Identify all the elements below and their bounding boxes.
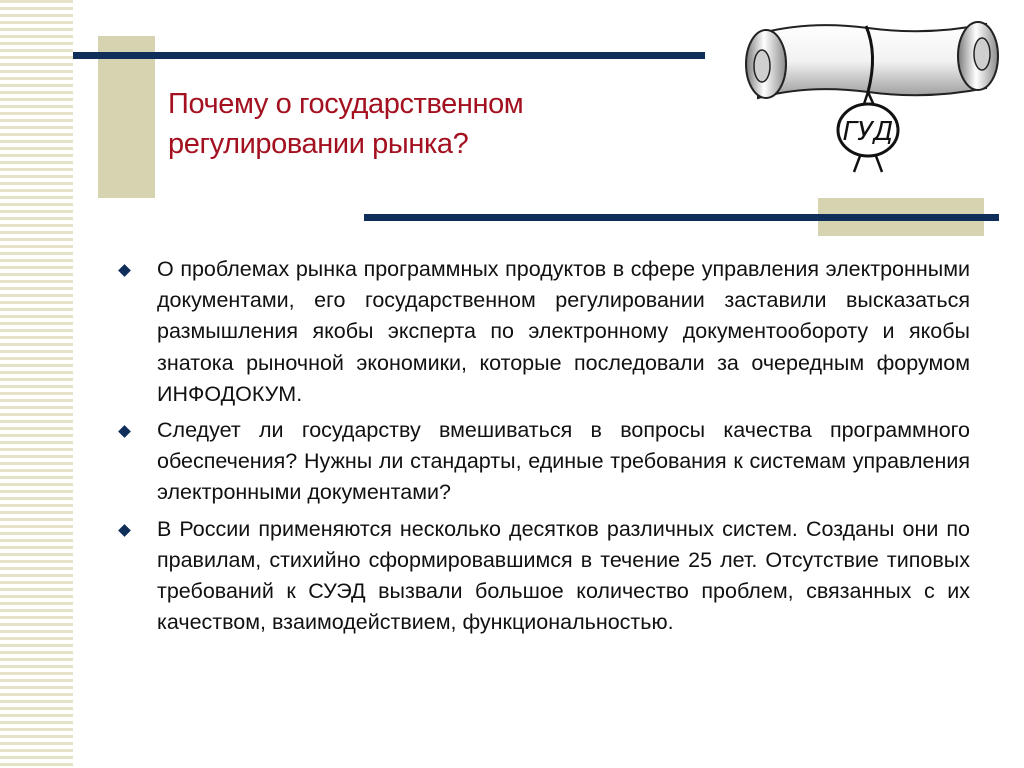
bullet-text: О проблемах рынка программных продуктов в сфере управления электронными документами, его государственном регулировании заставили высказаться размышления якобы эксперта по электронному документообороту и якобы знатока рыночной экономики, которые последовали за очередным форумом ИНФОДОКУМ. [157, 257, 970, 406]
decorative-stripes [0, 0, 73, 768]
diamond-bullet-icon [118, 264, 131, 277]
bullet-item [120, 254, 970, 410]
bottom-rule [364, 214, 999, 221]
title-accent-block [98, 36, 155, 198]
diamond-bullet-icon [118, 425, 131, 438]
scroll-seal-icon [738, 14, 1006, 174]
diamond-bullet-icon [118, 524, 131, 537]
svg-text:ГУД: ГУД [842, 117, 894, 147]
bullet-text: В России применяются несколько десятков различных систем. Созданы они по правилам, стихийно сформировавшимся в течение 25 лет. Отсутствие типовых требований к СУЭД вызвали большое количество проблем, связанных с их качеством, взаимодействием, функциональностью. [157, 516, 970, 635]
bullet-item [120, 415, 970, 509]
bullet-list [120, 254, 970, 643]
bullet-item [120, 514, 970, 639]
slide-title-line-2: регулировании рынка? [168, 128, 469, 160]
slide-title [168, 84, 688, 164]
slide-title-line-1: Почему о государственном [168, 88, 524, 120]
top-rule [73, 52, 705, 59]
bullet-text: Следует ли государству вмешиваться в вопросы качества программного обеспечения? Нужны ли стандарты, единые требования к системам управления электронными документами? [157, 418, 970, 505]
